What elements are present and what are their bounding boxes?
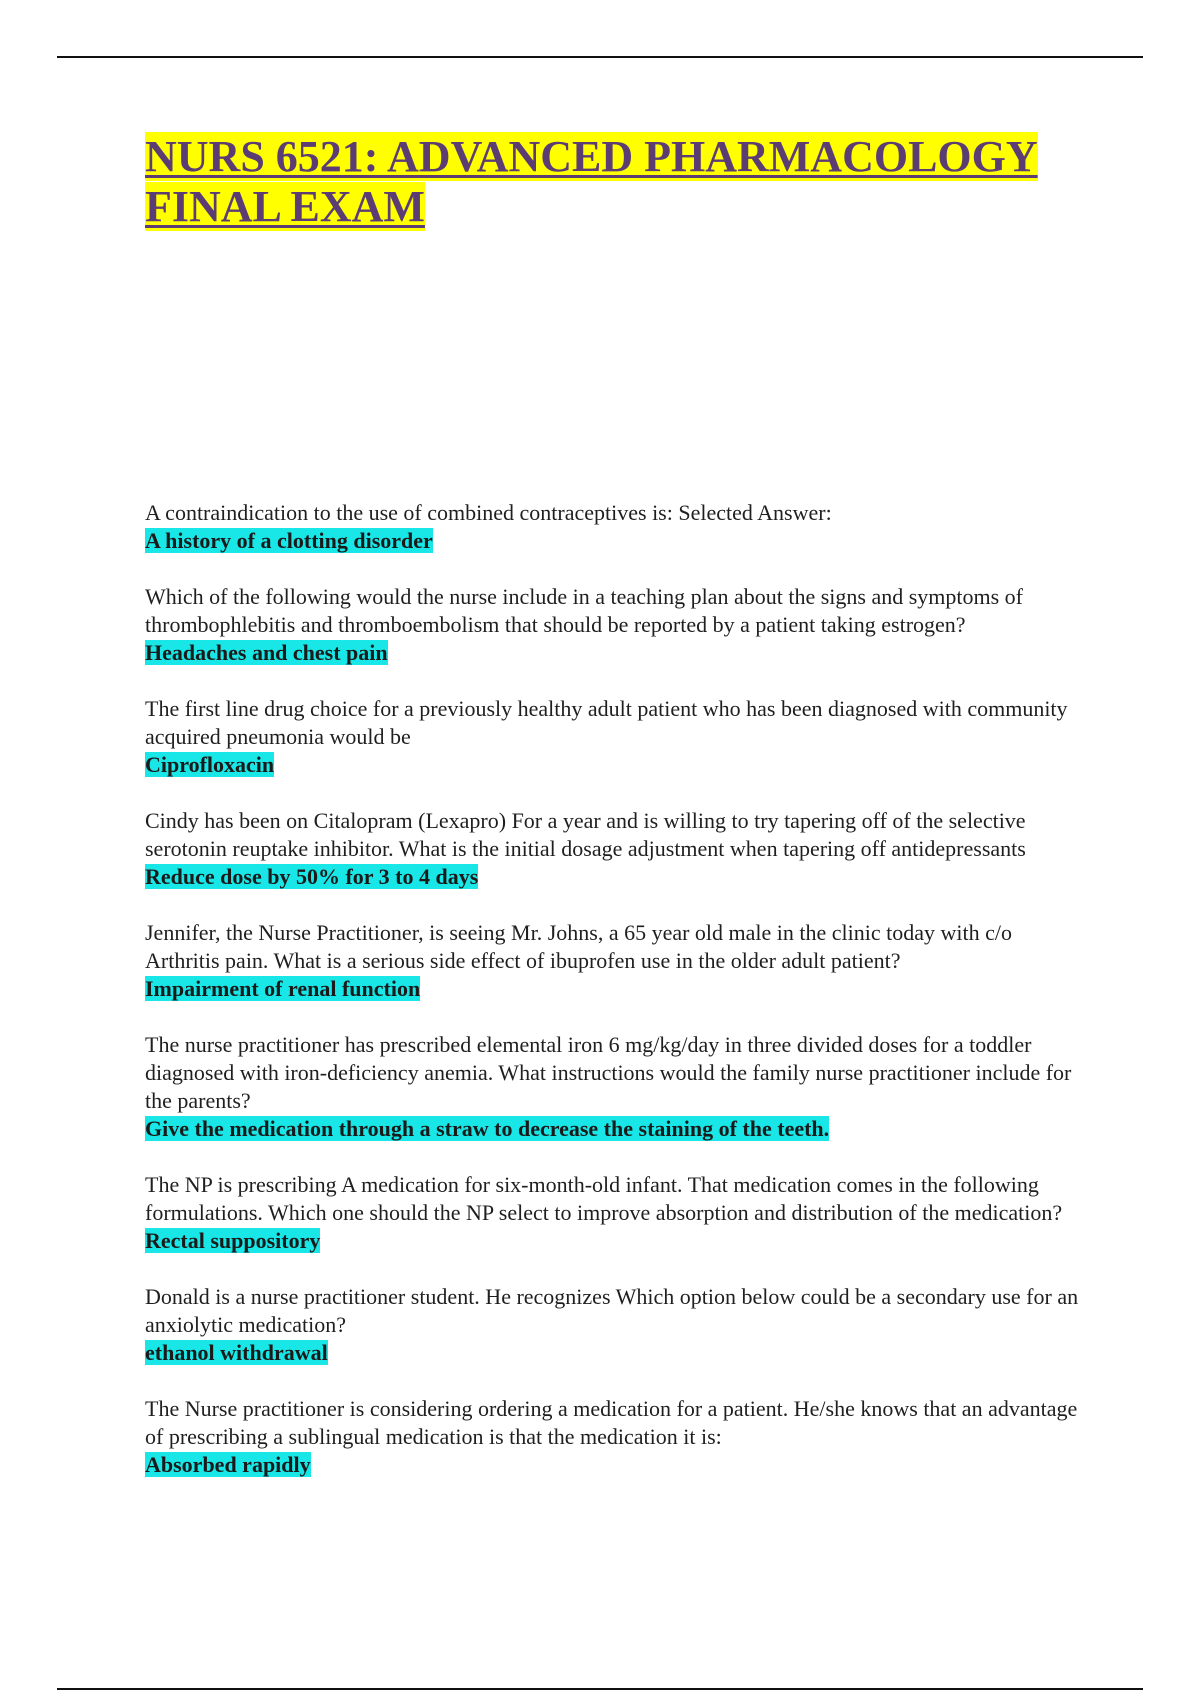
question-text: Donald is a nurse practitioner student. He recognizes Which option below could be a secondary use for an anxiolytic medication? [145,1284,1079,1337]
question-item [145,1283,1085,1367]
answer-highlight: Impairment of renal function [145,976,421,1001]
question-item [145,583,1085,667]
answer-text [145,1227,1085,1255]
answer-highlight: Reduce dose by 50% for 3 to 4 days [145,864,479,889]
answer-text [145,527,1085,555]
question-text: The NP is prescribing A medication for six-month-old infant. That medication comes in the following formulations. Which one should the NP select to improve absorption and distribution of the medication? [145,1172,1063,1225]
question-text: Which of the following would the nurse include in a teaching plan about the signs and symptoms of thrombophlebitis and thromboembolism that should be reported by a patient taking estrogen? [145,584,1023,637]
answer-highlight: Give the medication through a straw to decrease the staining of the teeth. [145,1116,830,1141]
answer-text [145,751,1085,779]
question-item [145,1395,1085,1479]
question-item [145,807,1085,891]
answer-text [145,975,1085,1003]
question-text: The Nurse practitioner is considering ordering a medication for a patient. He/she knows that an advantage of prescribing a sublingual medication is that the medication it is: [145,1396,1078,1449]
question-text: Cindy has been on Citalopram (Lexapro) For a year and is willing to try tapering off of the selective serotonin reuptake inhibitor. What is the initial dosage adjustment when tapering off antidepressants [145,808,1026,861]
question-list [145,499,1085,1507]
bottom-rule [57,1688,1143,1690]
answer-highlight: Absorbed rapidly [145,1452,311,1477]
question-text: A contraindication to the use of combined contraceptives is: Selected Answer: [145,500,832,525]
question-item [145,1171,1085,1255]
answer-highlight: A history of a clotting disorder [145,528,433,553]
answer-text [145,1451,1085,1479]
document-title-text: NURS 6521: ADVANCED PHARMACOLOGY FINAL EXAM [145,132,1038,231]
answer-text [145,639,1085,667]
question-text: Jennifer, the Nurse Practitioner, is seeing Mr. Johns, a 65 year old male in the clinic today with c/o Arthritis pain. What is a serious side effect of ibuprofen use in the older adult patient? [145,920,1013,973]
answer-text [145,1339,1085,1367]
question-text: The first line drug choice for a previously healthy adult patient who has been diagnosed with community acquired pneumonia would be [145,696,1068,749]
answer-highlight: ethanol withdrawal [145,1340,328,1365]
answer-highlight: Ciprofloxacin [145,752,275,777]
question-item [145,499,1085,555]
question-item [145,919,1085,1003]
top-rule [57,56,1143,58]
question-item [145,695,1085,779]
question-item [145,1031,1085,1143]
question-text: The nurse practitioner has prescribed elemental iron 6 mg/kg/day in three divided doses for a toddler diagnosed with iron-deficiency anemia. What instructions would the family nurse practitioner include for the parents? [145,1032,1072,1113]
answer-highlight: Rectal suppository [145,1228,321,1253]
answer-text [145,1115,1085,1143]
answer-text [145,863,1085,891]
answer-highlight: Headaches and chest pain [145,640,388,665]
document-title [145,132,1105,232]
